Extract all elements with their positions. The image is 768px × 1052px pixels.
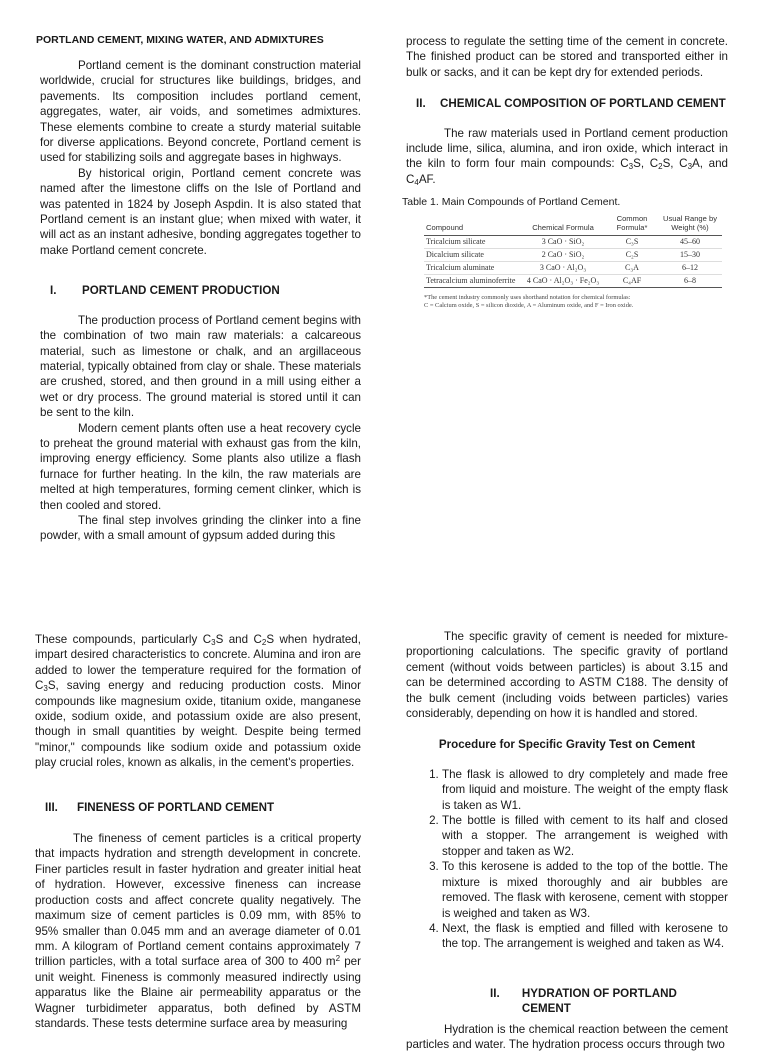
table-footnote: *The cement industry commonly uses shorthand notation for chemical formulas: C = Calcium oxide, S = silicon dioxide, A = Aluminum oxide, and F = Iron oxide. [424,294,634,309]
table-cell: Dicalcium silicate [424,249,520,262]
table-cell: Tricalcium aluminate [424,262,520,275]
section-number: I. [50,284,57,298]
table-cell: 4 CaO · Al₂O₃ · Fe₂O₃ [520,275,606,288]
list-item: 2. The bottle is filled with cement to its half and closed with a stopper. The arrangement is weighed with stopper and taken as W2. [442,813,728,859]
table-cell: Tricalcium silicate [424,236,520,249]
table-header-cell: Usual Range by Weight (%) [658,212,722,236]
table-header-cell: Compound [424,212,520,236]
procedure-steps [406,767,728,952]
fineness-paragraph: The fineness of cement particles is a critical property that impacts hydration and strength development in concrete. Finer particles result in faster hydration and greater initial heat of hydration. However, excessive fineness can increase production costs and affect concrete quality negatively. The maximum size of cement particles is 0.09 mm, with 85% to 95% smaller than 0.045 mm and an average diameter of 0.01 mm. A kilogram of Portland cement contains approximately 7 trillion particles, with a total surface area of 300 to 400 $m^2$ per unit weight. Fineness is commonly measured indirectly using apparatus like the Blaine air permeability apparatus or the Wagner turbidimeter apparatus, both defined by ASTM standards. These tests determine surface area by measuring [35,832,361,1030]
production-paragraph-1: The production process of Portland cement begins with the combination of two main raw materials: a calcareous material, such as limestone or chalk, and an argillaceous material, typically obtained from clay or shale. These materials are crushed, stored, and then ground in a mill using either a wet or dry process. The ground material is stored until it can be sent to the kiln. [40,313,361,420]
section-number: II. [416,97,426,111]
table-header-cell: Chemical Formula [520,212,606,236]
procedure-title: Procedure for Specific Gravity Test on Cement [438,738,696,752]
table-row [424,236,722,249]
document-page-2 [0,600,768,1051]
page1-left-column [40,58,361,544]
page-gap [0,560,768,600]
table-cell: 6–8 [658,275,722,288]
table-header-cell: Common Formula* [606,212,658,236]
section-heading-chemical-composition [416,96,728,111]
compounds-table [424,212,722,288]
production-paragraph-2: Modern cement plants often use a heat recovery cycle to preheat the ground material with exhaust gas from the kiln, improving energy efficiency. Some plants also utilize a flash furnace for further heating. In the kiln, the raw materials are melted at high temperatures, forming cement clinker, which is then cooled and stored. [40,421,361,512]
table-cell: 3 CaO · Al₂O₃ [520,262,606,275]
page2-right-column [406,629,728,1052]
section-heading-production [50,283,361,298]
section-title: FINENESS OF PORTLAND CEMENT [77,800,275,814]
table-header-row [424,212,722,236]
list-item: 3. To this kerosene is added to the top of the bottle. The mixture is mixed thoroughly and air bubbles are removed. The flask with kerosene, cement with stopper is weighed and taken as W3. [442,859,728,921]
page2-left-column [35,632,361,1031]
page1-right-column [406,34,728,187]
table-cell: C₃S [606,236,658,249]
section-title: HYDRATION OF PORTLAND CEMENT [521,986,677,1016]
compounds-table-block [402,196,732,309]
table-row [424,275,722,288]
document-title: PORTLAND CEMENT, MIXING WATER, AND ADMIXTURES [36,34,324,46]
specific-gravity-paragraph: The specific gravity of cement is needed for mixture-proportioning calculations. The specific gravity of portland cement (without voids between particles) is about 3.15 and can be determined according to ASTM C188. The density of the bulk cement (including voids between particles) varies considerably, depending on how it is handled and stored. [406,630,728,721]
chemical-composition-paragraph: The raw materials used in Portland cement production include lime, silica, alumina, and iron oxide, which interact in the kiln to form four main compounds: $C_3S$, $C_2S$, $C_3A$, and $C_4AF$. [406,126,728,187]
table-row [424,249,722,262]
production-paragraph-3: The final step involves grinding the clinker into a fine powder, with a small amount of gypsum added during this [40,513,361,543]
table-cell: 6–12 [658,262,722,275]
section-heading-hydration [490,986,728,1017]
section-number: II. [490,986,500,1000]
section-heading-fineness [45,800,361,815]
table-cell: 2 CaO · SiO₂ [520,249,606,262]
section-title: PORTLAND CEMENT PRODUCTION [82,284,280,298]
section-number: III. [45,800,58,814]
table-cell: 3 CaO · SiO₂ [520,236,606,249]
table-cell: C₃A [606,262,658,275]
table-cell: 15–30 [658,249,722,262]
intro-paragraph-1: Portland cement is the dominant construction material worldwide, crucial for structures like buildings, bridges, and pavements. Its composition includes portland cement, aggregates, water, air voids, and sometimes admixtures. These elements combine to create a sturdy material suitable for diverse applications. Beyond concrete, Portland cement is used for stabilizing soils and aggregate bases in highways. [40,59,361,165]
list-item: 1. The flask is allowed to dry completely and made free from liquid and moisture. The weight of the empty flask is taken as W1. [442,767,728,813]
intro-paragraph-2: By historical origin, Portland cement concrete was named after the limestone cliffs on the Isle of Portland and was patented in 1824 by Joseph Aspdin. It is also stated that Portland cement is an instant glue; when mixed with water, it will act as an instant adhesive, bonding aggregates together to make Portland cement concrete. [40,166,361,257]
table-row [424,262,722,275]
table-cell: Tetracalcium aluminoferrite [424,275,520,288]
compounds-paragraph: These compounds, particularly $C_3S$ and $C_2S$ when hydrated, impart desired characteristics to concrete. Alumina and iron are added to lower the temperature required for the formation of $C_3S$, saving energy and reducing production costs. Minor compounds like magnesium oxide, titanium oxide, manganese oxide, sodium oxide, and potassium oxide are also present, though in small quantities by weight. Despite being termed "minor," compounds like sodium oxide and potassium oxide play crucial roles, known as alkalis, in the cement's properties. [35,633,361,770]
production-continuation: process to regulate the setting time of the cement in concrete. The finished product can be stored and transported either in bulk or sacks, and it can be kept dry for extended periods. [406,35,728,79]
section-title: CHEMICAL COMPOSITION OF PORTLAND CEMENT [440,97,726,111]
list-item: 4. Next, the flask is emptied and filled with kerosene to the top. The arrangement is weighed and taken as W4. [442,921,728,952]
hydration-paragraph: Hydration is the chemical reaction between the cement particles and water. The hydration process occurs through two [406,1022,728,1051]
table-cell: C₂S [606,249,658,262]
table-cell: 45–60 [658,236,722,249]
table-cell: C₄AF [606,275,658,288]
table-caption: Table 1. Main Compounds of Portland Cement. [402,196,621,208]
